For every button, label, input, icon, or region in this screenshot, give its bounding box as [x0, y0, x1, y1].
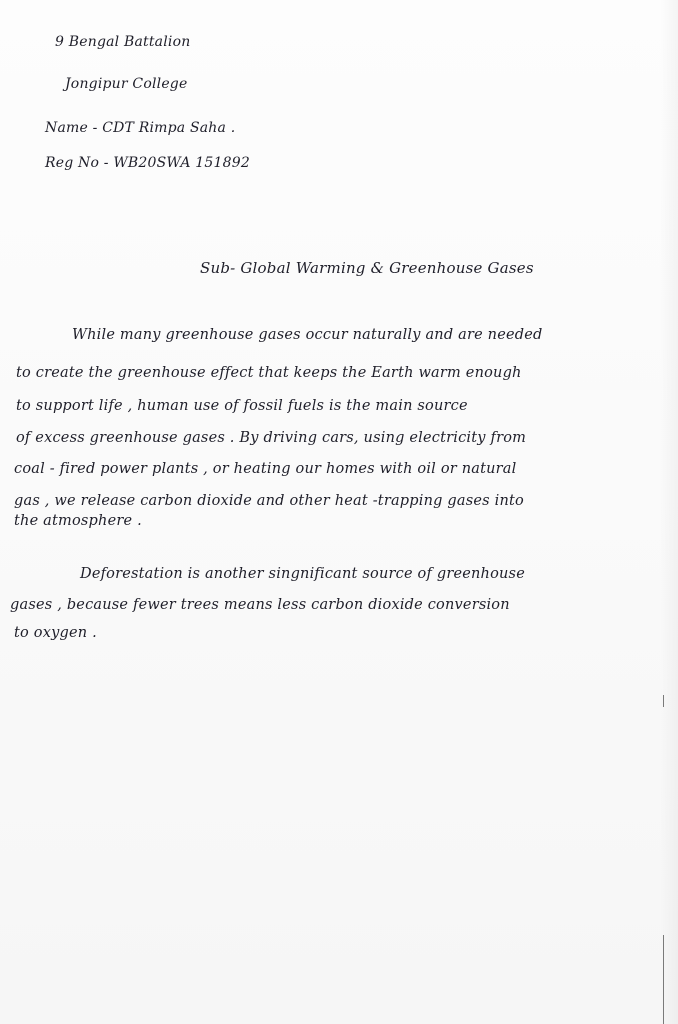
- college-line: Jongipur College: [65, 76, 188, 92]
- page-edge-mark: [663, 935, 664, 1024]
- paragraph-line: While many greenhouse gases occur naturally and are needed: [72, 327, 543, 343]
- page-edge-shadow: [660, 0, 678, 1024]
- paragraph-line: coal - fired power plants , or heating our homes with oil or natural: [14, 461, 517, 477]
- page-edge-mark: [663, 695, 664, 707]
- subject-heading: Sub- Global Warming & Greenhouse Gases: [200, 259, 534, 277]
- registration-number-line: Reg No - WB20SWA 151892: [45, 155, 250, 171]
- paragraph-line: gases , because fewer trees means less carbon dioxide conversion: [10, 597, 510, 613]
- paragraph-line: Deforestation is another singnificant source of greenhouse: [80, 566, 525, 582]
- paragraph-line: the atmosphere .: [14, 513, 142, 529]
- battalion-line: 9 Bengal Battalion: [55, 34, 191, 50]
- paragraph-line: to create the greenhouse effect that keeps the Earth warm enough: [16, 365, 522, 381]
- paragraph-line: to support life , human use of fossil fuels is the main source: [16, 398, 468, 414]
- paragraph-line: of excess greenhouse gases . By driving cars, using electricity from: [16, 430, 527, 446]
- paragraph-line: gas , we release carbon dioxide and other heat -trapping gases into: [14, 493, 524, 509]
- paragraph-line: to oxygen .: [14, 625, 97, 641]
- cadet-name-line: Name - CDT Rimpa Saha .: [45, 120, 236, 136]
